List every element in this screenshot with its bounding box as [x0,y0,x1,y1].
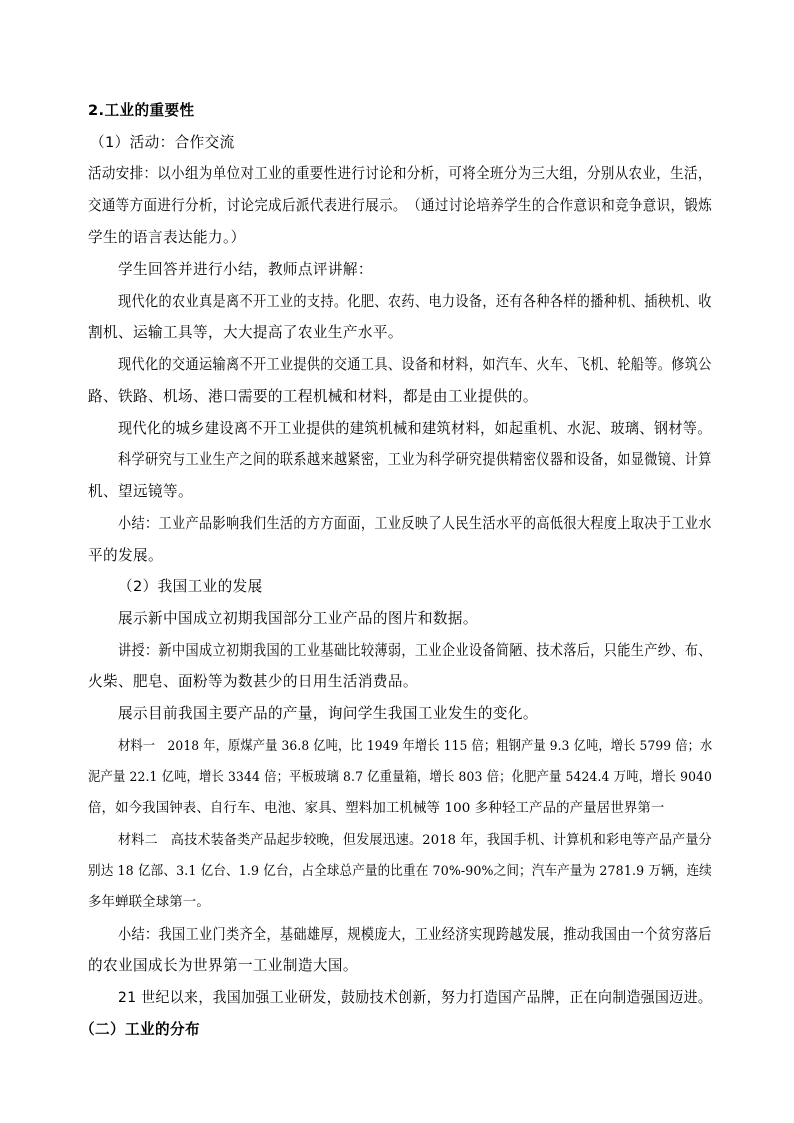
paragraph-line: 小结：我国工业门类齐全，基础雄厚，规模庞大，工业经济实现跨越发展，推动我国由一个贫穷落后 [118,926,712,943]
paragraph-line: 现代化的城乡建设离不开工业提供的建筑机械和建筑材料，如起重机、水泥、玻璃、钢材等。 [118,420,712,437]
paragraph-line: 科学研究与工业生产之间的联系越来越紧密，工业为科学研究提供精密仪器和设备，如显微镜、计算 [118,451,712,468]
development-title: （2）我国工业的发展 [118,578,263,595]
paragraph-line: 21 世纪以来，我国加强工业研发，鼓励技术创新，努力打造国产品牌，正在向制造强国迈进。 [118,989,713,1006]
paragraph-line: 机、望远镜等。 [88,483,193,500]
activity-title: （1）活动：合作交流 [90,134,235,151]
section-heading-importance: 2.工业的重要性 [88,102,195,119]
paragraph-line: 讲授：新中国成立初期我国的工业基础比较薄弱，工业企业设备简陋、技术落后，只能生产纱、布、 [118,642,712,659]
material-line: 倍，如今我国钟表、自行车、电池、家具、塑料加工机械等 100 多种轻工产品的产量居世界第一 [88,801,665,816]
material-line: 材料二 高技术装备类产品起步较晚，但发展迅速。2018 年，我国手机、计算机和彩电等产品产量分 [118,833,712,848]
paragraph-line: 学生回答并进行小结，教师点评讲解： [118,261,373,278]
material-line: 材料一 2018 年，原煤产量 36.8 亿吨，比 1949 年增长 115 倍；粗钢产量 9.3 亿吨，增长 5799 倍；水 [118,739,713,754]
paragraph-line: 展示目前我国主要产品的产量，询问学生我国工业发生的变化。 [118,705,538,722]
paragraph-line: 平的发展。 [88,547,163,564]
material-line: 别达 18 亿部、3.1 亿台、1.9 亿台，占全球总产量的比重在 70%-90%之间；汽车产量为 2781.9 万辆，连续 [88,864,712,879]
paragraph-line: 活动安排：以小组为单位对工业的重要性进行讨论和分析，可将全班分为三大组，分别从农业，生活， [88,165,712,182]
paragraph-line: 现代化的农业真是离不开工业的支持。化肥、农药、电力设备，还有各种各样的播种机、插秧机、收 [118,293,712,310]
section-heading-distribution: （二）工业的分布 [80,1021,200,1038]
paragraph-line: 学生的语言表达能力。） [88,229,246,246]
paragraph-line: 割机、运输工具等，大大提高了农业生产水平。 [88,324,403,341]
paragraph-line: 现代化的交通运输离不开工业提供的交通工具、设备和材料，如汽车、火车、飞机、轮船等。修筑公 [118,356,712,373]
material-line: 泥产量 22.1 亿吨，增长 3344 倍；平板玻璃 8.7 亿重量箱，增长 803 倍；化肥产量 5424.4 万吨，增长 9040 [88,770,713,785]
material-line: 多年蝉联全球第一。 [88,895,210,910]
paragraph-line: 小结：工业产品影响我们生活的方方面面，工业反映了人民生活水平的高低很大程度上取决于工业水 [118,515,712,532]
paragraph-line: 交通等方面进行分析，讨论完成后派代表进行展示。 （通过讨论培养学生的合作意识和竞争意识，锻炼 [88,197,713,214]
paragraph-line: 路、铁路、机场、港口需要的工程机械和材料，都是由工业提供的。 [88,388,538,405]
paragraph-line: 的农业国成长为世界第一工业制造大国。 [88,957,358,974]
paragraph-line: 展示新中国成立初期我国部分工业产品的图片和数据。 [118,610,478,627]
paragraph-line: 火柴、肥皂、面粉等为数甚少的日用生活消费品。 [88,673,418,690]
